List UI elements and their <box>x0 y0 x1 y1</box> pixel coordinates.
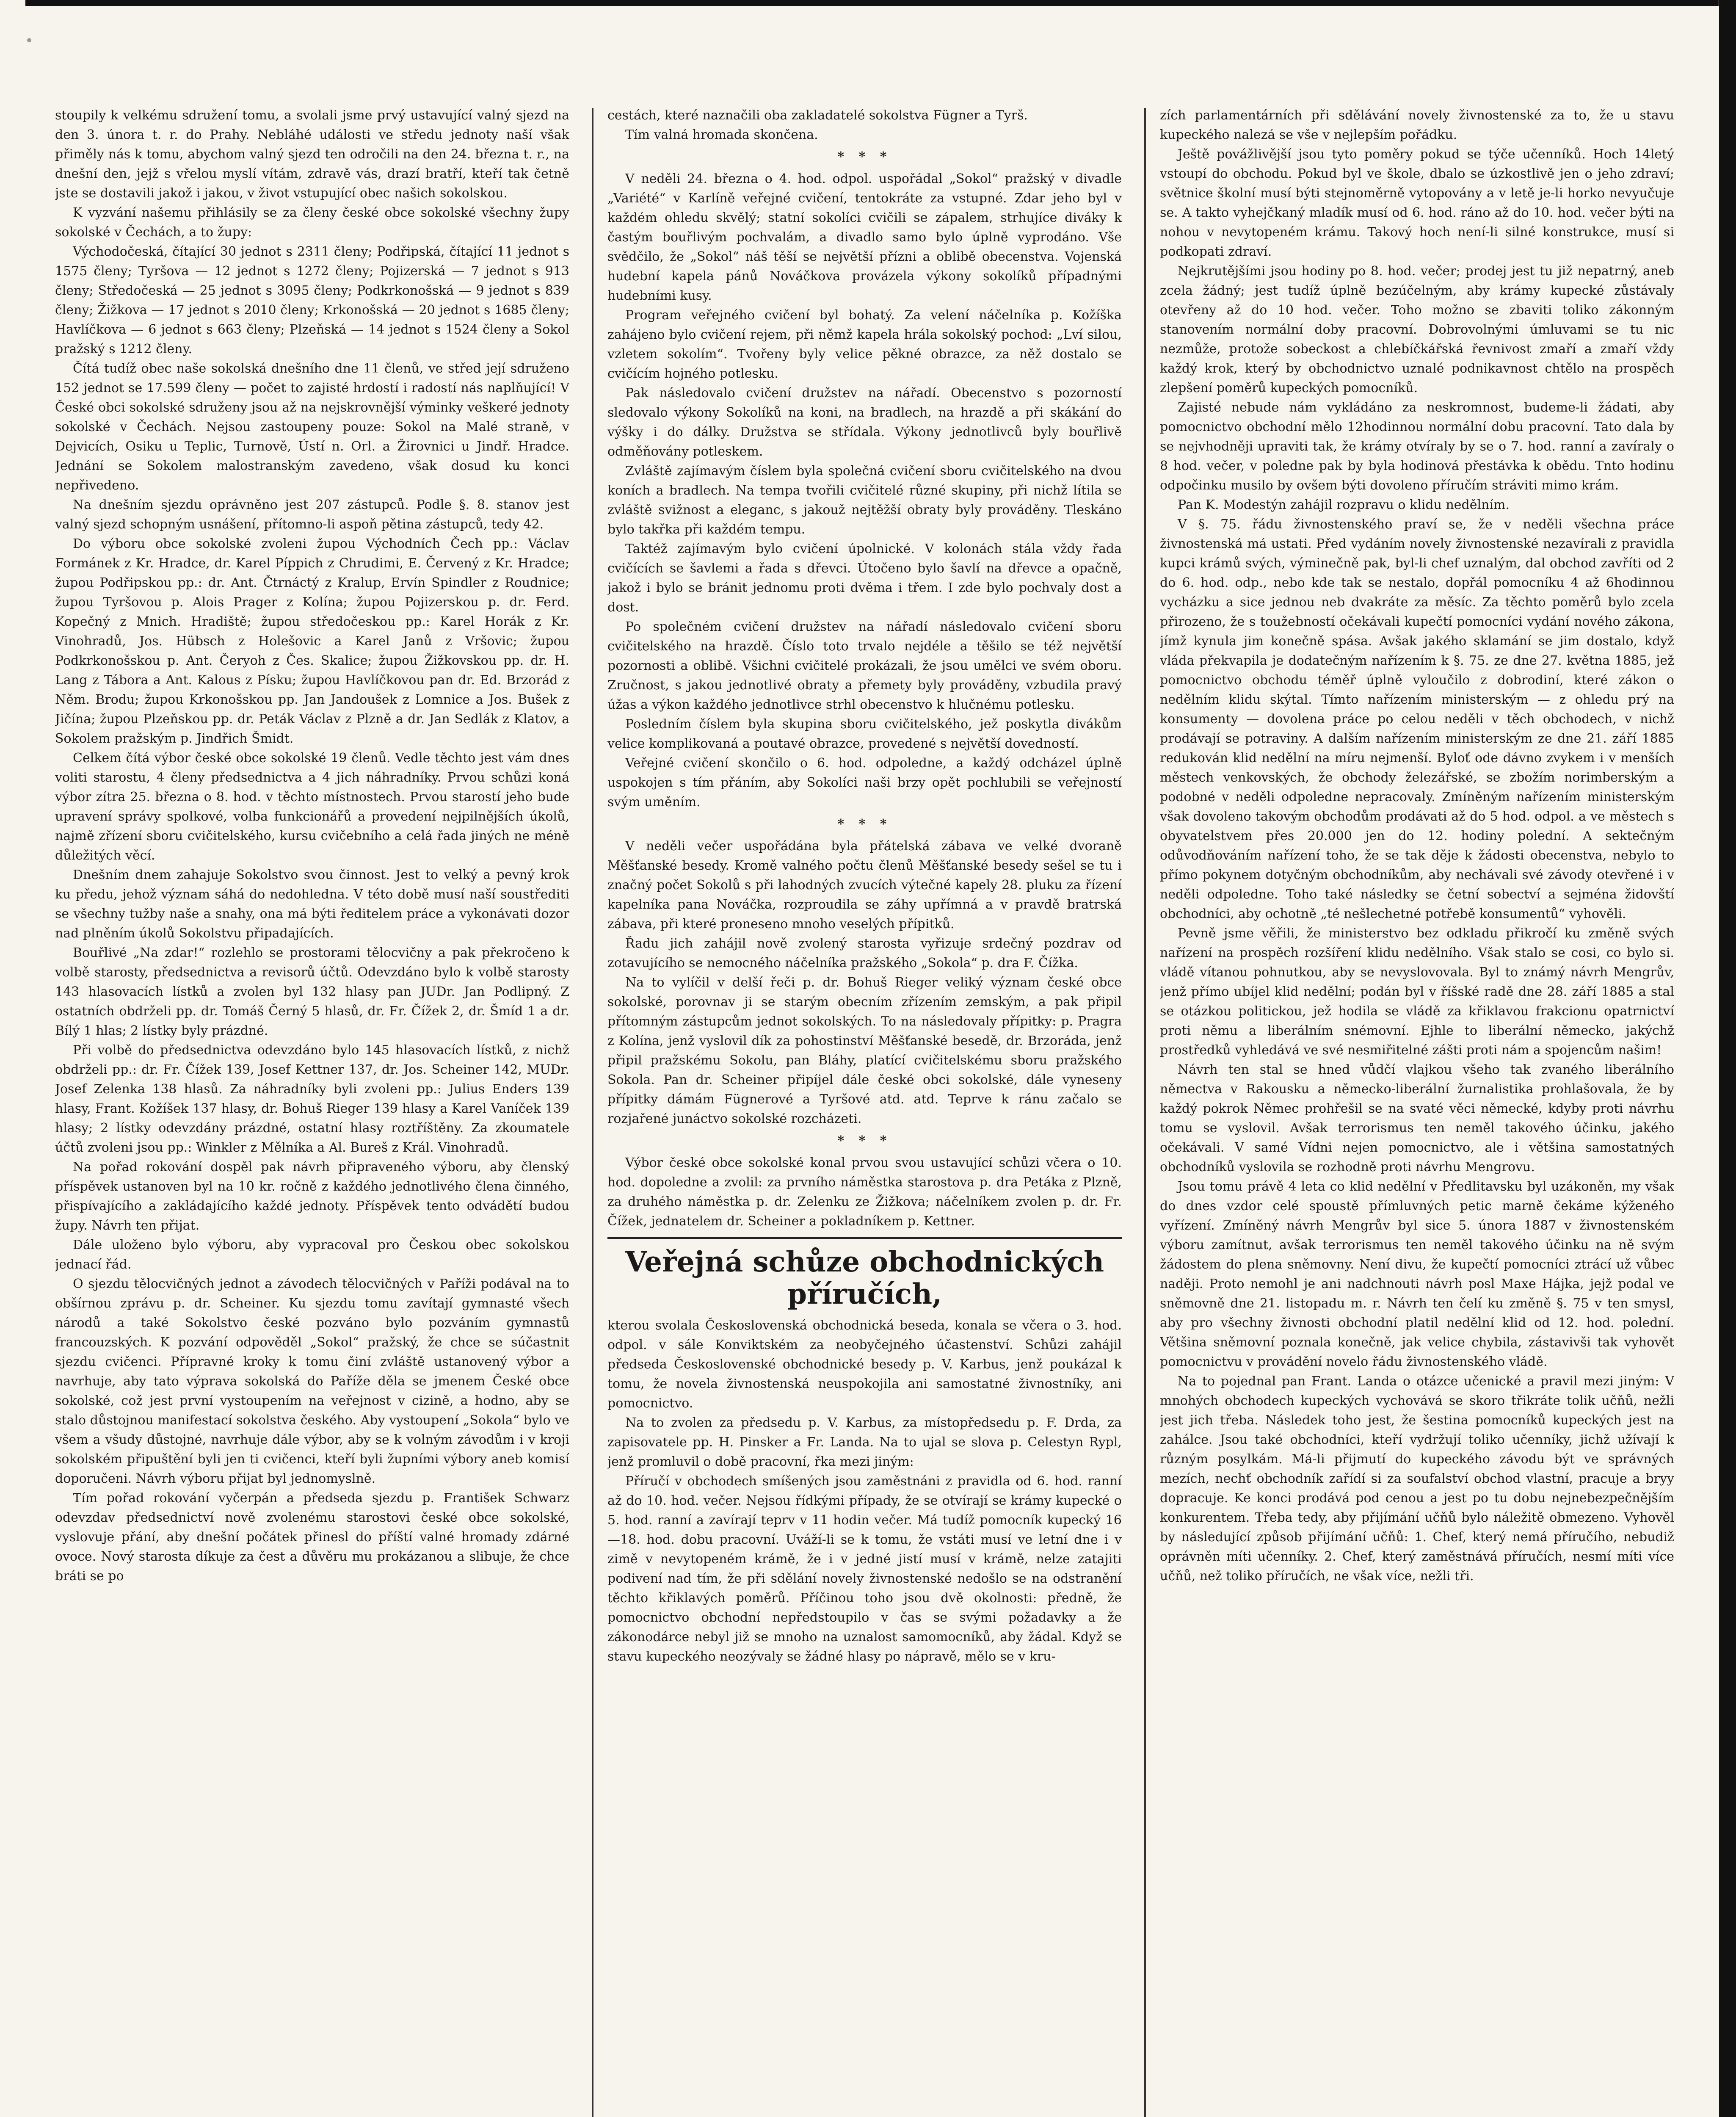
article-paragraph: Jsou tomu právě 4 leta co klid nedělní v Předlitavsku byl uzákoněn, my však do dnes vzdor celé spoustě přímluvných petic marně čekáme kýženého vyřízení. Zmíněný návrh Mengrův byl sice 5. února 1887 v živnostenském výboru zamítnut, avšak terrorismus ten neměl takového účinku na ně svým žádostem do plena sněmovny. Není divu, že kupečtí pomocníci ztrácí už vůbec naději. Proto nemohl je ani nadchnouti návrh posl Maxe Hájka, jejž podal ve sněmovně dne 21. listopadu m. r. Návrh ten čelí ku změně §. 75 v ten smysl, aby pro všechny živnosti obchodní platil nedělní klid od 12. hod. polední. Většina sněmovní poznala konečně, jak velice chybila, zástavivši tak vyhovět pomocnictvu v provádění novelo řádu živnostenského vládě. <box>1160 1179 1674 1369</box>
column-rule-2 <box>1144 108 1146 2117</box>
article-paragraph: kterou svolala Československá obchodnická beseda, konala se včera o 3. hod. odpol. v sále Konviktském za neobyčejného účastenství. Schůzi zahájil předseda Československé obchodnické besedy p. V. Karbus, jenž poukázal k tomu, že novela živnostenská neuspokojila ani samostatné živnostníky, ani pomocnictvo. <box>607 1318 1122 1411</box>
section-divider: * * * <box>837 149 892 164</box>
scan-border-top <box>25 0 1719 6</box>
article-paragraph: Na pořad rokování dospěl pak návrh připraveného výboru, aby členský příspěvek ustanoven byl na 10 kr. ročně z každého jednotlivého člena činného, přispívajícího a zakládajícího každé jednoty. Příspěvek tento odvádětí budou župy. Návrh ten přijat. <box>55 1160 569 1233</box>
article-paragraph: K vyzvání našemu přihlásily se za členy české obce sokolské všechny župy sokolské v Čechách, a to župy: <box>55 205 569 240</box>
article-paragraph: Zajisté nebude nám vykládáno za neskromnost, budeme-li žádati, aby pomocnictvo obchodní mělo 12hodinnou normální dobu pracovní. Tato dala by se nejvhodněji upraviti tak, že krámy otvíraly by se o 7. hod. ranní a zavíraly o 8 hod. večer, v poledne pak by byla hodinová přestávka k obědu. Tnto hodinu odpočinku musilo by ovšem býti dovoleno příručím stráviti mimo krám. <box>1160 400 1674 493</box>
article-paragraph: Příručí v obchodech smíšených jsou zaměstnáni z pravidla od 6. hod. ranní až do 10. hod. večer. Nejsou řídkými případy, že se otvírají se krámy kupecké o 5. hod. ranní a zavírají teprv v 11 hodin večer. Má tudíž pomocník kupecký 16—18. hod. dobu pracovní. Uváží-li se k tomu, že vstáti musí ve letní dne i v zimě v nevytopeném krámě, že i v jedné jistí musí v krámě, nelze zatajiti podivení nad tím, že při sdělání novely živnostenské nedošlo se na odstranění těchto křiklavých poměrů. Příčinou toho jsou dvě okolnosti: předně, že pomocnictvo obchodní nepředstoupilo v čas se svými požadavky a že zákonodárce nebyl již se mnoho na uznalost samomocníků, aby žádal. Když se stavu kupeckého neozývaly se žádné hlasy po nápravě, mělo se v kru- <box>607 1474 1122 1664</box>
article-paragraph: Celkem čítá výbor české obce sokolské 19 členů. Vedle těchto jest vám dnes voliti starostu, 4 členy předsednictva a 4 jich náhradníky. Prvou schůzi koná výbor zítra 25. března o 8. hod. v těchto místnostech. Prvou starostí jeho bude upravení správy spolkové, volba funkcionářů a provedení nejpilnějších úkolů, najmě zřízení sboru cvičitelského, kursu cvičebního a celá řada jiných ne méně důležitých věcí. <box>55 751 569 863</box>
article-paragraph: V neděli 24. března o 4. hod. odpol. uspořádal „Sokol“ pražský v divadle „Variété“ v Karlíně veřejné cvičení, tentokráte za vstupné. Zdar jeho byl v každém ohledu skvělý; statní sokolíci cvičili se zápalem, strhujíce diváky k častým bouřlivým pochvalám, a divadlo samo bylo úplně vyprodáno. Vše svědčilo, že „Sokol“ náš těší se největší přízni a oblibě obecenstva. Vojenská hudební kapela pánů Nováčkova provázela výkony sokolíků případnými hudebními kusy. <box>607 171 1122 303</box>
article-paragraph: cestách, které naznačili oba zakladatelé sokolstva Fügner a Tyrš. <box>607 108 1028 123</box>
column-1 <box>55 106 569 2117</box>
article-paragraph: Ještě povážlivější jsou tyto poměry pokud se týče učenníků. Hoch 14letý vstoupí do obchodu. Pokud byl ve škole, dbalo se úzkostlivě jen o jeho zdraví; světnice školní musí býti stejnoměrně vytopovány a v letě je-li horko nevyučuje se. A takto vyhejčkaný mladík musí od 6. hod. ráno až do 10. hod. večer býti na nohou v nevytopeném krámu. Takový hoch není-li silné konstrukce, musí si podkopati zdraví. <box>1160 147 1674 259</box>
column-rule-1 <box>592 108 593 2117</box>
article-paragraph: Program veřejného cvičení byl bohatý. Za velení náčelníka p. Kožíška zahájeno bylo cvičení rejem, při němž kapela hrála sokolský pochod: „Lví silou, vzletem sokolím“. Tvořeny byly velice pěkné obrazce, za něž dostalo se cvičícím hojného potlesku. <box>607 308 1122 381</box>
article-paragraph: Pevně jsme věřili, že ministerstvo bez odkladu přikročí ku změně svých nařízení na prospěch rozšíření klidu nedělního. Však stalo se cosi, co bylo si. vládě vítanou pohnutkou, aby se nevyslovovala. Byl to známý návrh Mengrův, jenž přímo ubíjel klid nedělní; podán byl v říšské radě dne 28. září 1885 a stal se otázkou politickou, jež hodila se vládě za křiklavou frakcionu opatrnictví proti němu a liberálním snémovní. Ejhle to liberální německo, jakýchž prostředků vyhledává ve své nesmiřitelné zášti proti nám a spojencům našim! <box>1160 926 1674 1058</box>
article-paragraph: zích parlamentárních při sdělávání novely živnostenské za to, že u stavu kupeckého nalezá se vše v nejlepším pořádku. <box>1160 108 1674 142</box>
article-headline: Veřejná schůze obchodnických příručích, <box>607 1237 1122 1310</box>
column-3 <box>1160 106 1674 2117</box>
scan-border-right <box>1719 0 1736 2117</box>
article-paragraph: Při volbě do předsednictva odevzdáno bylo 145 hlasovacích lístků, z nichž obdrželi pp.: dr. Fr. Čížek 139, Josef Kettner 137, dr. Jos. Scheiner 142, MUDr. Josef Zelenka 138 hlasů. Za náhradníky byli zvoleni pp.: Julius Enders 139 hlasy, Frant. Kožíšek 137 hlasy, dr. Bohuš Rieger 139 hlasy a Karel Vaníček 139 hlasy; 2 lístky odevzdány prázdné, ostatní hlasy roztříštěny. Za zkoumatele účtů zvoleni jsou pp.: Winkler z Mělníka a Al. Bureš z Král. Vinohradů. <box>55 1043 569 1155</box>
article-paragraph: Dnešním dnem zahajuje Sokolstvo svou činnost. Jest to velký a pevný krok ku předu, jehož význam sáhá do nedohledna. V této době musí naší soustřediti se všechny tužby naše a snahy, ona má býti ředitelem práce a vykonávati dozor nad plněním úkolů Sokolstvu připadajících. <box>55 868 569 941</box>
article-paragraph: Pan K. Modestýn zahájil rozpravu o klidu nedělním. <box>1178 497 1510 512</box>
article-paragraph: Pak následovalo cvičení družstev na nářadí. Obecenstvo s pozorností sledovalo výkony Sokolíků na koni, na bradlech, na hrazdě a při skákání do výšky i do dálky. Družstva se střídala. Výkony jednotlivců byly bouřlivě odměňovány potleskem. <box>607 386 1122 459</box>
article-paragraph: O sjezdu tělocvičných jednot a závodech tělocvičných v Paříži podával na to obšírnou zprávu p. dr. Scheiner. Ku sjezdu tomu zavítají gymnasté všech národů a také Sokolstvo české pozváno bylo pozváním gymnastů francouzských. K pozvání odpověděl „Sokol“ pražský, že chce se súčastnit sjezdu cvičenci. Přípravné kroky k tomu činí zvláště ustanovený výbor a navrhuje, aby tato výprava sokolská do Paříže děla se jmenem České obce sokolské, což jest první vystoupením na veřejnost v cizině, a hodno, aby se stalo důstojnou manifestací sokolstva českého. Aby vystoupení „Sokola“ bylo ve všem a všudy důstojné, navrhuje dále výbor, aby se k volným závodům i v kroji sokolském připuštění byli jen ti cvičenci, kteří byli župními výbory aneb komisí doporučeni. Návrh výboru přijat byl jednomyslně. <box>55 1277 569 1486</box>
article-paragraph: V neděli večer uspořádána byla přátelská zábava ve velké dvoraně Měšťanské besedy. Kromě valného počtu členů Měšťanské besedy sešel se tu i značný počet Sokolů s při lahodných zvucích výtečné kapely 28. pluku za řízení kapelníka pana Nováčka, rozproudila se záhy upřímná a v pravdě bratrská zábava, při které proneseno mnoho veselých přípitků. <box>607 839 1122 931</box>
article-paragraph: Výbor české obce sokolské konal prvou svou ustavující schůzi včera o 10. hod. dopoledne a zvolil: za prvního náměstka starostova p. dra Petáka z Plzně, za druhého náměstka p. dr. Zelenku ze Žižkova; náčelníkem zvolen p. dr. Fr. Čížek, jednatelem dr. Scheiner a pokladníkem p. Kettner. <box>607 1155 1122 1229</box>
article-paragraph: Posledním číslem byla skupina sboru cvičitelského, jež poskytla divákům velice komplikovaná a poutavé obrazce, provedené s největší dovedností. <box>607 717 1122 751</box>
article-paragraph: Do výboru obce sokolské zvoleni župou Východních Čech pp.: Václav Formánek z Kr. Hradce, dr. Karel Píppich z Chrudimi, E. Červený z Kr. Hradce; župou Podřipskou pp.: dr. Ant. Čtrnáctý z Kralup, Ervín Spindler z Roudnice; župou Tyršovou p. Alois Prager z Kolína; župou Pojizerskou p. dr. Ferd. Kopečný z Mnich. Hradiště; župou středočeskou pp.: Karel Horák z Kr. Vinohradů, Jos. Hübsch z Holešovic a Karel Janů z Vršovic; župou Podkrkonošskou p. Ant. Čeryoh z Čes. Skalice; župou Žižkovskou pp. dr. H. Lang z Tábora a Ant. Kalous z Písku; župou Havlíčkovou pan dr. Ed. Brzorád z Něm. Brodu; župou Krkonošskou pp. Jan Jandoušek z Lomnice a Jos. Bušek z Jičína; župou Plzeňskou pp. dr. Peták Václav z Plzně a dr. Jan Sedlák z Klatov, a Sokolem pražským p. Jindřich Šmidt. <box>55 536 569 746</box>
article-paragraph: Východočeská, čítající 30 jednot s 2311 členy; Podřipská, čítající 11 jednot s 1575 členy; Tyršova — 12 jednot s 1272 členy; Pojizerská — 7 jednot s 913 členy; Středočeská — 25 jednot s 3095 členy; Podkrkonošská — 9 jednot s 839 členy; Žižkova — 17 jednot s 2010 členy; Krkonošská — 20 jednot s 1685 členy; Havlíčkova — 6 jednot s 663 členy; Plzeňská — 14 jednot s 1524 členy a Sokol pražský s 1212 členy. <box>55 244 569 357</box>
article-paragraph: Nejkrutějšími jsou hodiny po 8. hod. večer; prodej jest tu již nepatrný, aneb zcela žádný; jest tudíž úplně bezúčelným, aby krámy kupecké zůstávaly otevřeny až do 10 hod. večer. Toho možno se zbaviti toliko zákonným stanovením normální doby pracovní. Dobrovolnými úmluvami se tu nic nezmůže, protože sobeckost a chlebíčkářská řevnivost zmaří a zmaří vždy každý krok, který by obchodnictvo uznalé podnikavnost chtělo na prospěch zlepšení poměrů kupeckých pomocníků. <box>1160 264 1674 395</box>
scan-speck <box>27 38 31 42</box>
article-paragraph: Tím valná hromada skončena. <box>625 127 818 142</box>
section-divider: * * * <box>837 1133 892 1148</box>
article-paragraph: Řadu jich zahájil nově zvolený starosta vyřizuje srdečný pozdrav od zotavujícího se nemocného náčelníka pražského „Sokola“ p. dra F. Čížka. <box>607 936 1122 970</box>
article-paragraph: Dále uloženo bylo výboru, aby vypracoval pro Českou obec sokolskou jednací řád. <box>55 1238 569 1272</box>
section-divider: * * * <box>837 817 892 832</box>
article-paragraph: Tím pořad rokování vyčerpán a předseda sjezdu p. František Schwarz odevzdav předsednictví nově zvolenému starostovi české obce sokolské, vyslovuje přání, aby dnešní počátek přinesl do příští valné hromady zdárné ovoce. Nový starosta díkuje za čest a důvěru mu prokázanou a slibuje, že chce bráti se po <box>55 1491 569 1584</box>
article-paragraph: V §. 75. řádu živnostenského praví se, že v neděli všechna práce živnostenská má ustati. Před vydáním novely živnostenské nezavírali z pravidla kupci krámů svých, výminečně pak, byl-li chef uznalým, dal obchod zavříti od 2 do 6. hod. odp., nebo kde tak se nestalo, dopřál pomocníku 4 až 6hodinnou vycházku a sice jednou neb dvakráte za měsíc. Za těchto poměrů bylo zcela přirozeno, že s toužebností očekávali kupečtí pomocníci vydání nového zákona, jímž kynula jim konečně spása. Avšak jakého sklamání se jim dostalo, když vláda překvapila je dodatečným nařízením k §. 75. ze dne 27. května 1885, jež pomocnictvo obchodu téměř úplně vyloučilo z dobrodiní, které zákon o nedělním klidu skýtal. Tímto nařízením ministerským — z ohledu prý na konsumenty — dovolena práce po celou neděli v těch obchodech, v nichž prodávají se potraviny. A dalším nařízením ministerským ze dne 21. září 1885 redukován klid nedělní na míru nejmenší. Byloť ode dávno zvykem i v menších městech venkovských, že obchody železářské, se zbožím norimberským a podobné v neděli odpoledne nepracovaly. Zmíněným nařízením ministerským však dovoleno takovým obchodům prodávati až do 5 hod. odpol. a ve městech s obyvatelstvem přes 20.000 jen do 12. hodiny polední. A sektečným odůvodňováním nařízení toho, že se tak děje k žádosti obecenstva, nebylo to přímo pokynem dotyčným obchodníkům, aby nechávali své závody otevřené i v neděli odpoledne. Toho také následky se četní sobectví a sejména židovští obchodníci, aby ochotně „té nešlechetné potřebě konsumentů“ vyhověli. <box>1160 517 1674 921</box>
article-paragraph: Na to pojednal pan Frant. Landa o otázce učenické a pravil mezi jiným: V mnohých obchodech kupeckých vychovává se skoro třikráte tolik učňů, nežli jest jich třeba. Následek toho jest, že šestina pomocníků kupeckých jest na zahálce. Jsou také obchodníci, kteří vydržují toliko učenníky, jichž užívají k různým posylkám. Má-li přijmutí do kupeckého závodu být ve správných mezích, nechť obchodník zařídí si za soufalství obchod vlastní, pracuje a bryy dopracuje. Ke konci prodává pod cenou a jest po tu dobu nejnebezpečnějším konkurentem. Třeba tedy, aby přijímání učňů bylo náležitě obmezeno. Vyhověl by následující způsob přijímání učňů: 1. Chef, který nemá příručího, nebudiž oprávněn míti učenníky. 2. Chef, který zaměstnává příručích, nesmí míti více učňů, než toliko příručích, ne však více, nežli tři. <box>1160 1374 1674 1584</box>
article-paragraph: Taktéž zajímavým bylo cvičení úpolnické. V kolonách stála vždy řada cvičících se šavlemi a řada s dřevci. Útočeno bylo šavlí na dřevce a opačně, jakož i bylo se bránit jednomu proti dvěma i třem. I zde bylo pochvaly dost a dost. <box>607 542 1122 615</box>
article-paragraph: Bouřlivé „Na zdar!“ rozlehlo se prostorami tělocvičny a pak překročeno k volbě starosty, předsednictva a revisorů účtů. Odevzdáno bylo k volbě starosty 143 hlasovacích lístků a zvolen byl 132 hlasy pan JUDr. Jan Podlipný. Z ostatních obdrželi pp. dr. Tomáš Černý 5 hlasů, dr. Fr. Čížek 2, dr. Šmíd 1 a dr. Bílý 1 hlas; 2 lístky byly prázdné. <box>55 945 569 1038</box>
article-paragraph: Zvláště zajímavým číslem byla společná cvičení sboru cvičitelského na dvou koních a bradlech. Na tempa tvořili cvičitelé různé skupiny, při nichž lítila se zvláště svižnost a eleganc, s jakouž nejtěžší obraty byly prováděny. Tleskáno bylo takřka při každém tempu. <box>607 464 1122 537</box>
article-paragraph: Po společném cvičení družstev na nářadí následovalo cvičení sboru cvičitelského na hrazdě. Číslo toto trvalo nejdéle a těšilo se též největší pozornosti a oblibě. Všichni cvičitelé prokázali, že jsou umělci ve svém oboru. Zručnost, s jakou jednotlivé obraty a přemety byly prováděny, vzbudila pravý úžas a výkon každého jednotlivce strhl obecenstvo k hlučnému potlesku. <box>607 619 1122 712</box>
article-paragraph: Na to zvolen za předsedu p. V. Karbus, za místopředsedu p. F. Drda, za zapisovatele pp. H. Pinsker a Fr. Landa. Na to ujal se slova p. Celestyn Rypl, jenž promluvil o době pracovní, řka mezi jiným: <box>607 1415 1122 1469</box>
article-paragraph: Čítá tudíž obec naše sokolská dnešního dne 11 členů, ve střed její sdruženo 152 jednot se 17.599 členy — počet to zajisté hrdostí i radostí nás naplňující! V České obci sokolské sdruženy jsou až na nejskrovnější výminky veškeré jednoty sokolské v Čechách. Nejsou zastoupeny pouze: Sokol na Malé straně, v Dejvicích, Osiku u Teplic, Turnově, Ústí n. Orl. a Žirovnici u Jindř. Hradce. Jednání se Sokolem malostranským zavedeno, však dosud ku konci nepřivedeno. <box>55 361 569 493</box>
article-paragraph: Na to vylíčil v delší řeči p. dr. Bohuš Rieger veliký význam české obce sokolské, porovnav ji se starým obecním zřízením zemským, a pak připil přítomným zástupcům jednot sokolských. To na následovaly přípitky: p. Pragra z Kolína, jenž vyslovil dík za pohostinství Měšťanské besedě, dr. Brzoráda, jenž připil pražskému Sokolu, pan Bláhy, platící cvičitelskému sboru pražského Sokola. Pan dr. Scheiner připíjel dále české obci sokolské, dále vyneseny přípitky dámám Fügnerové a Tyršové atd. atd. Teprve k ránu začalo se rozjařené junáctvo sokolské rozcházeti. <box>607 975 1122 1126</box>
article-paragraph: Na dnešním sjezdu oprávněno jest 207 zástupců. Podle §. 8. stanov jest valný sjezd schopným usnášení, přítomno-li aspoň pětina zástupců, tedy 42. <box>55 497 569 532</box>
article-paragraph: Veřejné cvičení skončilo o 6. hod. odpoledne, a každý odcházel úplně uspokojen s tím přáním, aby Sokolíci naši brzy opět pochlubili se veřejností svým uměním. <box>607 756 1122 810</box>
article-paragraph: Návrh ten stal se hned vůdčí vlajkou všeho tak zvaného liberálního němectva v Rakousku a německo-liberální žurnalistika prohlašovala, že by každý pokrok Němec prohřešil se na svaté věci německé, kdyby proti návrhu tomu se vyslovil. Avšak terrorismus ten neměl takového účinku, jakého očekávali. V samé Vídni nejen pomocnictvo, ale i většina samostatných obchodníků vyslovila se rozhodně proti návrhu Mengrovu. <box>1160 1062 1674 1175</box>
article-paragraph: stoupily k velkému sdružení tomu, a svolali jsme prvý ustavující valný sjezd na den 3. února t. r. do Prahy. Nebláhé události ve středu jednoty naší však přiměly nás k tomu, abychom valný sjezd ten odročili na den 24. března t. r., na dnešní den, jejž s vřelou myslí vítám, zdravě vás, drazí bratří, kteří tak četně jste se dostavili jakož i jakou, v život vstupující obec našich sokolskou. <box>55 108 569 201</box>
column-2 <box>607 106 1122 2117</box>
